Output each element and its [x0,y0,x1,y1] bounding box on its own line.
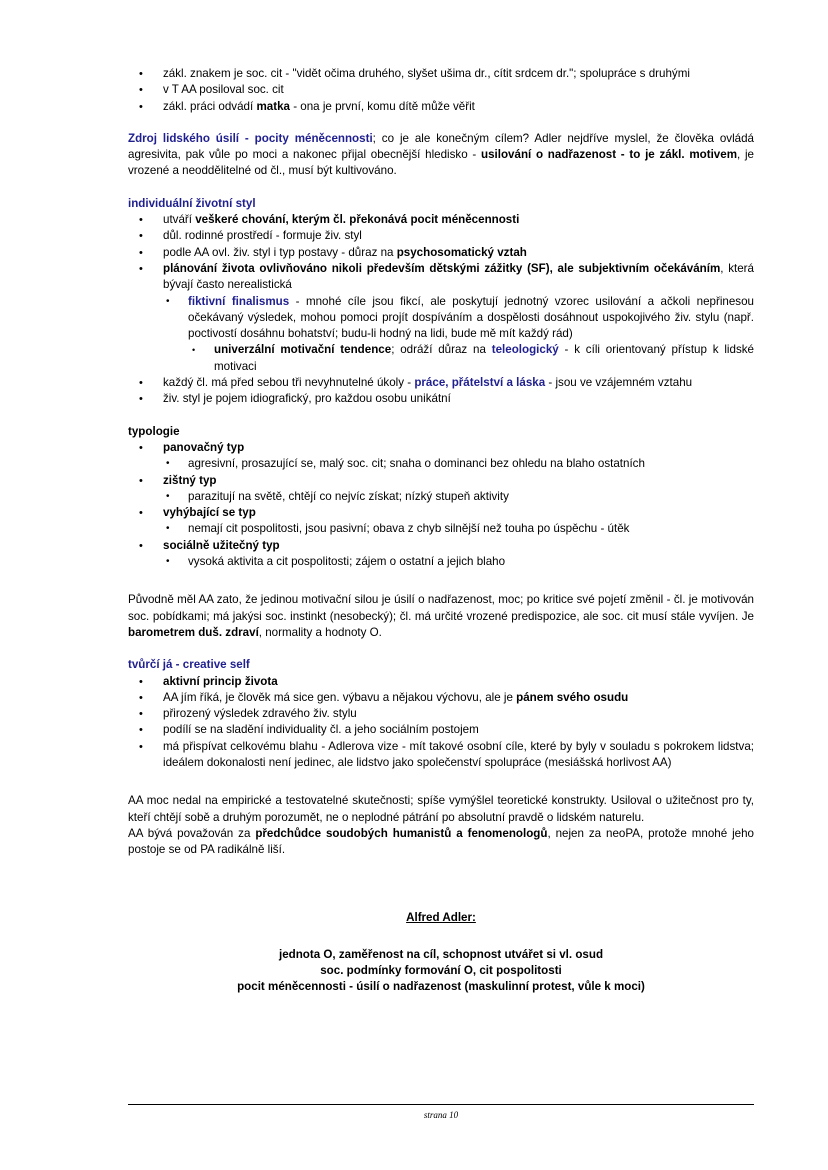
list-item [128,391,754,407]
term-univerzalni-tendence: univerzální motivační tendence [214,343,392,357]
list-item [128,228,754,244]
zaver-paragraph-2 [128,826,754,859]
top-bullet-list [128,66,754,115]
text-fragment: ; odráží důraz na [391,343,492,357]
spacer [128,115,754,131]
page-content [128,0,754,996]
list-item [128,261,754,294]
typologie-desc-4 [128,554,754,570]
term-fiktivni-finalismus: fiktivní finalismus [188,294,290,308]
text-fragment: ; co je ale konečným cílem? Adler nejdříve myslel, že člověka ovládá agresivita, pak vůle po moci a nakonec přijal obecnější hledisko - [128,131,754,162]
signature-block [128,910,754,995]
bullet-text: • důl. rodinné prostředí - formuje živ. styl [163,229,362,243]
signature-line: pocit méněcennosti - úsilí o nadřazenost (maskulinní protest, vůle k moci) [237,980,645,994]
text-fragment: , normality a hodnoty O. [258,625,382,639]
bullet-text: • přirozený výsledek zdravého živ. stylu [163,707,357,721]
spacer [128,570,754,592]
text-bold: barometrem duš. zdraví [128,625,259,639]
text-fragment: podle AA ovl. živ. styl i typ postavy - důraz na [163,245,397,259]
list-item [128,342,754,375]
zaver-paragraph-1: AA moc nedal na empirické a testovatelné skutečnosti; spíše vymýšlel teoretické konstrukty. Usiloval o užitečnost pro ty, kteří chtějí sobě a druhým porozumět, ne o neplodné pátrání po absolutní pravdě o lidském naturelu. [128,794,754,824]
list-item [128,489,754,505]
text-fragment: , nejen za neoPA, protože mnohé jeho postoje se od PA radikálně liší. [128,826,754,857]
type-description: • nemají cit pospolitosti, jsou pasivní; obava z chyb silnější než touha po úspěchu - útěk [188,522,630,536]
page-number: strana 10 [423,1110,459,1120]
text-fragment: , která bývají často nerealistická [163,261,754,292]
signature-line: soc. podmínky formování O, cit pospolitosti [320,964,562,978]
footer-divider [128,1104,754,1105]
bullet-text [163,690,754,706]
section-heading-typologie: typologie [128,424,180,438]
bullet-text [163,99,754,115]
typologie-list-1 [128,440,754,456]
spacer [128,858,754,910]
list-item [128,690,754,706]
type-description: • agresivní, prosazující se, malý soc. cit; snaha o dominanci bez ohledu na blaho ostatních [188,457,645,471]
list-item [128,722,754,738]
list-item [128,521,754,537]
document-page [128,0,754,1170]
type-description: • vysoká aktivita a cit pospolitosti; zájem o ostatní a jejich blaho [188,555,506,569]
bullet-text: • v T AA posiloval soc. cit [163,83,284,97]
list-item [128,554,754,570]
signature-title: Alfred Adler: [406,911,476,925]
text-fragment: AA bývá považován za [128,826,256,840]
univerzalni-tendence-list [128,342,754,375]
bullet-text: • má přispívat celkovému blahu - Adlerova vize - mít takové osobní cíle, které by byly v souladu s pokrokem lidstva; ideálem dokonalosti není jedinec, ale lidstvo jako společenství spolupráce (mesiášská horlivost AA) [163,739,754,769]
list-item [128,294,754,343]
type-name: • vyhýbající se typ [163,506,256,520]
text-bold: psychosomatický vztah [396,245,527,259]
bullet-text [188,294,754,343]
list-item [128,538,754,554]
type-description: • parazitují na světě, chtějí co nejvíc získat; nízký stupeň aktivity [188,489,509,503]
bullet-text [163,245,754,261]
spacer [128,771,754,793]
text-bold: plánování života ovlivňováno nikoli především dětskými zážitky (SF), ale subjektivním očekáváním [163,261,721,275]
section-heading-tvurci-ja: tvůrčí já - creative self [128,658,250,672]
list-item [128,674,754,690]
term-tri-ukoly: práce, přátelství a láska [414,376,546,390]
list-item [128,82,754,98]
list-item [128,739,754,772]
text-fragment: - mnohé cíle jsou fikcí, ale poskytují jednotný vzorec usilování a ačkoli nepřinesou očekávaný výsledek, mohou pomoci projít dospíváním a dospělosti dosáhnout uspokojivého živ. stylu (např. poctivostí dosáhnu bohatství; budu-li hodný na lidi, bude mě mít každý rád) [188,294,754,341]
spacer [128,641,754,657]
list-item [128,99,754,115]
spacer [128,927,754,947]
text-bold: matka [256,99,290,113]
text-fragment: Původně měl AA zato, že jedinou motivační silou je úsilí o nadřazenost, moc; po kritice své pojetí změnil - čl. je motivován soc. pobídkami; má jakýsi soc. instinkt (nesobecký); čl. má určité vrozené predispozice, ale soc. cit musí stále vyvíjen. Je [128,593,754,623]
bullet-text: • podílí se na sladění individuality čl. a jeho sociálním postojem [163,723,479,737]
list-item [128,440,754,456]
zivotni-styl-list [128,212,754,293]
typologie-list-2 [128,473,754,489]
text-fragment: - ona je první, komu dítě může věřit [289,99,475,113]
text-fragment: , je vrozené a neoddělitelné od čl., musí být kultivováno. [128,148,754,178]
text-bold: usilování o nadřazenost - to je zákl. motivem [481,148,738,162]
section-heading-zivotni-styl: individuální životní styl [128,196,256,210]
list-item [128,706,754,722]
term-teleologicky: teleologický [491,343,559,357]
text-bold: veškeré chování, kterým čl. překonává pocit méněcennosti [195,213,520,227]
text-fragment: každý čl. má před sebou tři nevyhnutelné úkoly - [163,376,415,390]
ukoly-list [128,375,754,408]
text-fragment: utváří [163,213,196,227]
spacer [128,180,754,196]
typologie-desc-3 [128,521,754,537]
type-name: • zištný typ [163,473,217,487]
spacer [128,408,754,424]
bullet-text: • aktivní princip života [163,674,278,688]
text-fragment: - k cíli orientovaný přístup k lidské motivaci [214,343,754,373]
fiktivni-finalismus-list [128,294,754,343]
type-name: • panovačný typ [163,440,245,454]
bullet-text: • zákl. znakem je soc. cit - "vidět očima druhého, slyšet ušima dr., cítit srdcem dr."; spolupráce s druhými [163,67,690,80]
list-item [128,456,754,472]
inline-heading-zdroj: Zdroj lidského úsilí - pocity méněcennosti [128,131,373,145]
typologie-list-4 [128,538,754,554]
bullet-text [163,375,754,391]
bullet-text [163,212,754,228]
type-name: • sociálně užitečný typ [163,538,280,552]
bullet-text [214,342,754,375]
list-item [128,505,754,521]
text-fragment: - jsou ve vzájemném vztahu [545,376,693,390]
list-item [128,212,754,228]
typologie-desc-1 [128,456,754,472]
signature-line: jednota O, zaměřenost na cíl, schopnost utvářet si vl. osud [278,947,604,961]
typologie-desc-2 [128,489,754,505]
text-fragment: zákl. práci odvádí [163,99,257,113]
list-item [128,66,754,82]
list-item [128,245,754,261]
list-item [128,375,754,391]
zdroj-paragraph [128,131,754,180]
bullet-text: • živ. styl je pojem idiografický, pro každou osobu unikátní [163,392,451,406]
list-item [128,473,754,489]
puvodne-paragraph [128,592,754,641]
tvurci-ja-list [128,674,754,772]
text-fragment: AA jím říká, je člověk má sice gen. výbavu a nějakou výchovu, ale je [163,690,517,704]
text-bold: předchůdce soudobých humanistů a fenomenologů [255,826,548,840]
text-bold: pánem svého osudu [516,690,629,704]
typologie-list-3 [128,505,754,521]
bullet-text [163,261,754,294]
